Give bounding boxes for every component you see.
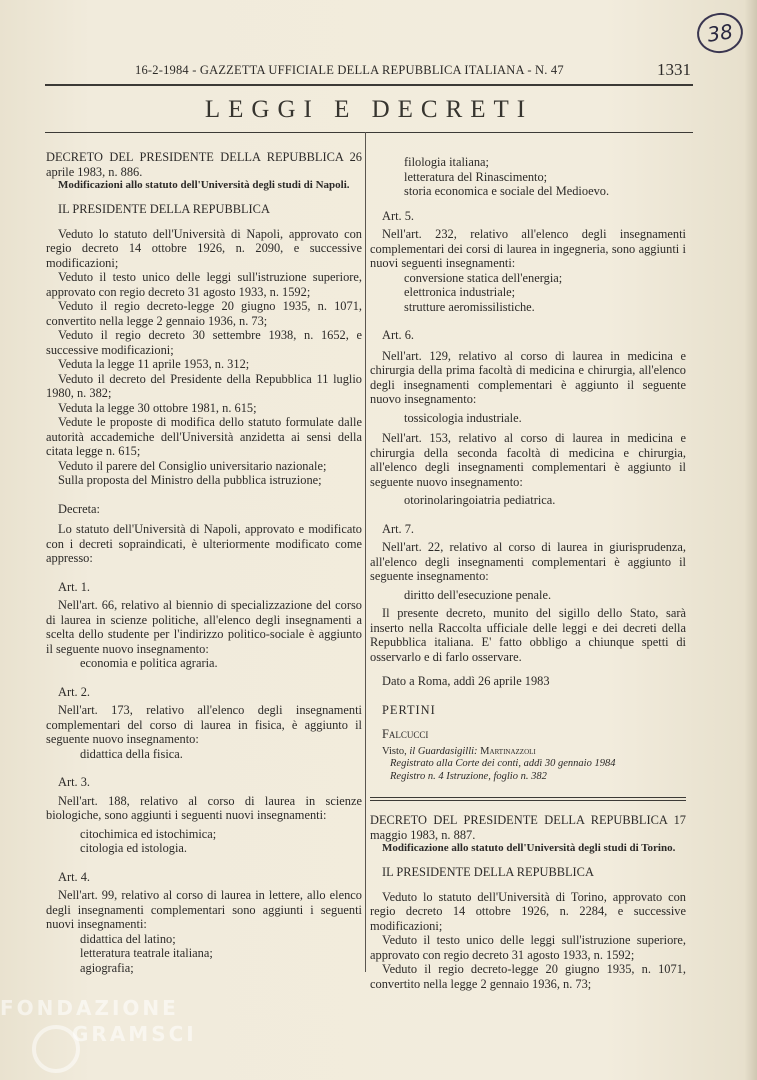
- watermark-logo-icon: [32, 1025, 80, 1073]
- premise: Veduto lo statuto dell'Università di Torino, approvato con regio decreto 14 ottobre 1926, n. 2284, e successive modificazioni;: [370, 889, 686, 933]
- premise: Sulla proposta del Ministro della pubblica istruzione;: [58, 473, 322, 487]
- decree2-subject: Modificazione allo statuto dell'Università degli studi di Torino.: [382, 842, 676, 854]
- president2-heading: IL PRESIDENTE DELLA REPUBBLICA: [382, 865, 594, 879]
- watermark-line: FONDAZIONE: [0, 996, 179, 1020]
- premise: Veduto il regio decreto 30 settembre 1938, n. 1652, e successive modificazioni;: [46, 328, 362, 357]
- article-text: Nell'art. 99, relativo al corso di laurea in lettere, allo elenco degli insegnamenti complementari sono aggiunti i seguenti nuovi insegnamenti:: [46, 888, 362, 931]
- register-line: Registro n. 4 Istruzione, foglio n. 382: [390, 770, 547, 782]
- premise: Veduta la legge 30 ottobre 1981, n. 615;: [58, 400, 257, 415]
- premises2-list: [370, 890, 686, 992]
- decreta-heading: Decreta:: [58, 501, 100, 516]
- archive-watermark: [0, 995, 200, 1075]
- list-item: economia e politica agraria.: [80, 656, 218, 670]
- decree-heading: DECRETO DEL PRESIDENTE DELLA REPUBBLICA 26 aprile 1983, n. 886.: [46, 150, 362, 179]
- watermark-line: GRAMSCI: [72, 1022, 197, 1046]
- premise: Veduto il decreto del Presidente della Repubblica 11 luglio 1980, n. 382;: [46, 371, 362, 400]
- page-number: 1331: [657, 60, 691, 79]
- list-item: didattica della fisica.: [80, 746, 183, 761]
- decree-subject: Modificazioni allo statuto dell'Università degli studi di Napoli.: [58, 179, 350, 191]
- list-item: citologia ed istologia.: [80, 841, 188, 855]
- premise: Vedute le proposte di modifica dello statuto formulate dalle autorità accademiche dell'Università anzidetta ai sensi della citata legge n. 615;: [46, 415, 362, 458]
- title-rule: [45, 132, 693, 133]
- premise: Veduta la legge 11 aprile 1953, n. 312;: [58, 357, 250, 371]
- article-text: Nell'art. 173, relativo all'elenco degli insegnamenti complementari del corso di laurea in fisica, è aggiunto il seguente nuovo insegnamento:: [46, 703, 362, 746]
- intro-paragraph: Lo statuto dell'Università di Napoli, approvato e modificato con i decreti sopraindicati, è ulteriormente modificato come appresso:: [46, 522, 362, 565]
- list-item: otorinolaringoiatria pediatrica.: [404, 493, 556, 507]
- article-text: Nell'art. 66, relativo al biennio di specializzazione del corso di laurea in scienze politiche, all'elenco degli insegnamenti a scelta dello studente per l'indirizzo politico-sociale è aggiunto il seguente nuovo insegnamento:: [46, 598, 362, 656]
- visto-role: il Guardasigilli:: [409, 745, 478, 757]
- premise: Veduto il parere del Consiglio universitario nazionale;: [58, 458, 327, 473]
- list-item: agiografia;: [80, 960, 134, 975]
- article-title: Art. 1.: [58, 579, 91, 594]
- visto-name: Martinazzoli: [480, 745, 536, 757]
- decree-separator: [370, 797, 686, 801]
- page-edge-shadow: [745, 0, 757, 1080]
- right-column: [370, 155, 686, 991]
- article-title: Art. 7.: [382, 521, 415, 536]
- gazette-header-text: 16-2-1984 - GAZZETTA UFFICIALE DELLA REPUBBLICA ITALIANA - N. 47: [135, 63, 564, 77]
- left-column: [46, 150, 362, 975]
- article-text: Nell'art. 153, relativo al corso di laurea in medicina e chirurgia della seconda facoltà di medicina e chirurgia, all'elenco degli insegnamenti complementari è aggiunto il seguente nuovo insegnamento:: [370, 431, 686, 489]
- article-title: Art. 2.: [58, 684, 91, 699]
- list-item: didattica del latino;: [80, 931, 176, 946]
- decree2-heading: DECRETO DEL PRESIDENTE DELLA REPUBBLICA 17 maggio 1983, n. 887.: [370, 813, 686, 842]
- signature-pertini: PERTINI: [382, 702, 436, 717]
- visto-line: [370, 746, 686, 759]
- list-item: letteratura del Rinascimento;: [404, 169, 548, 184]
- list-item: filologia italiana;: [404, 155, 489, 169]
- article-text: Nell'art. 232, relativo all'elenco degli insegnamenti complementari dei corsi di laurea in ingegneria, sono aggiunti i nuovi seguenti insegnamenti:: [370, 227, 686, 270]
- premise: Veduto il regio decreto-legge 20 giugno 1935, n. 1071, convertito nella legge 2 gennaio 1936, n. 73;: [370, 962, 686, 991]
- list-item: elettronica industriale;: [404, 285, 516, 299]
- list-item: letteratura teatrale italiana;: [80, 946, 213, 960]
- visto-prefix: Visto,: [382, 745, 407, 757]
- signature-falcucci: Falcucci: [382, 727, 429, 741]
- column-divider: [365, 132, 366, 972]
- list-item: strutture aeromissilistiche.: [404, 299, 535, 314]
- archive-stamp: 38: [694, 10, 745, 56]
- article-text: Nell'art. 129, relativo al corso di laurea in medicina e chirurgia della prima facoltà di medicina e chirurgia, all'elenco degli insegnamenti complementari è aggiunto il seguente nuovo insegnamento:: [370, 348, 686, 406]
- list-item: citochimica ed istochimica;: [80, 826, 217, 841]
- list-item: diritto dell'esecuzione penale.: [404, 587, 552, 602]
- article-title: Art. 3.: [58, 775, 91, 789]
- premise: Veduto il testo unico delle leggi sull'istruzione superiore, approvato con regio decreto 31 agosto 1933, n. 1592;: [46, 270, 362, 299]
- president-heading: IL PRESIDENTE DELLA REPUBBLICA: [58, 202, 270, 216]
- article-title: Art. 6.: [382, 328, 415, 342]
- list-item: conversione statica dell'energia;: [404, 270, 563, 285]
- header-rule: [45, 84, 693, 86]
- premise: Veduto il regio decreto-legge 20 giugno 1935, n. 1071, convertito nella legge 2 gennaio 1936, n. 73;: [46, 299, 362, 328]
- registration-line: Registrato alla Corte dei conti, addì 30 gennaio 1984: [390, 758, 616, 769]
- page-header: [45, 60, 695, 86]
- article-title: Art. 5.: [382, 208, 415, 223]
- premises-list: [46, 227, 362, 488]
- article-text: Nell'art. 188, relativo al corso di laurea in scienze biologiche, sono aggiunti i seguenti nuovi insegnamenti:: [46, 793, 362, 822]
- premise: Veduto lo statuto dell'Università di Napoli, approvato con regio decreto 14 ottobre 1926, n. 2090, e successive modificazioni;: [46, 226, 362, 270]
- premise: Veduto il testo unico delle leggi sull'istruzione superiore, approvato con regio decreto 31 agosto 1933, n. 1592;: [370, 933, 686, 962]
- article-text: Nell'art. 22, relativo al corso di laurea in giurisprudenza, all'elenco degli insegnamenti complementari è aggiunto il seguente insegnamento:: [370, 540, 686, 583]
- article-title: Art. 4.: [58, 869, 91, 884]
- list-item: storia economica e sociale del Medioevo.: [404, 184, 610, 198]
- closing-paragraph: Il presente decreto, munito del sigillo dello Stato, sarà inserto nella Raccolta ufficiale delle leggi e dei decreti della Repubblica italiana. E' fatto obbligo a chiunque spetti di osservarlo e di farlo osservare.: [370, 606, 686, 664]
- section-title: LEGGI E DECRETI: [204, 96, 534, 123]
- list-item: tossicologia industriale.: [404, 410, 522, 425]
- dated-line: Dato a Roma, addì 26 aprile 1983: [382, 674, 550, 688]
